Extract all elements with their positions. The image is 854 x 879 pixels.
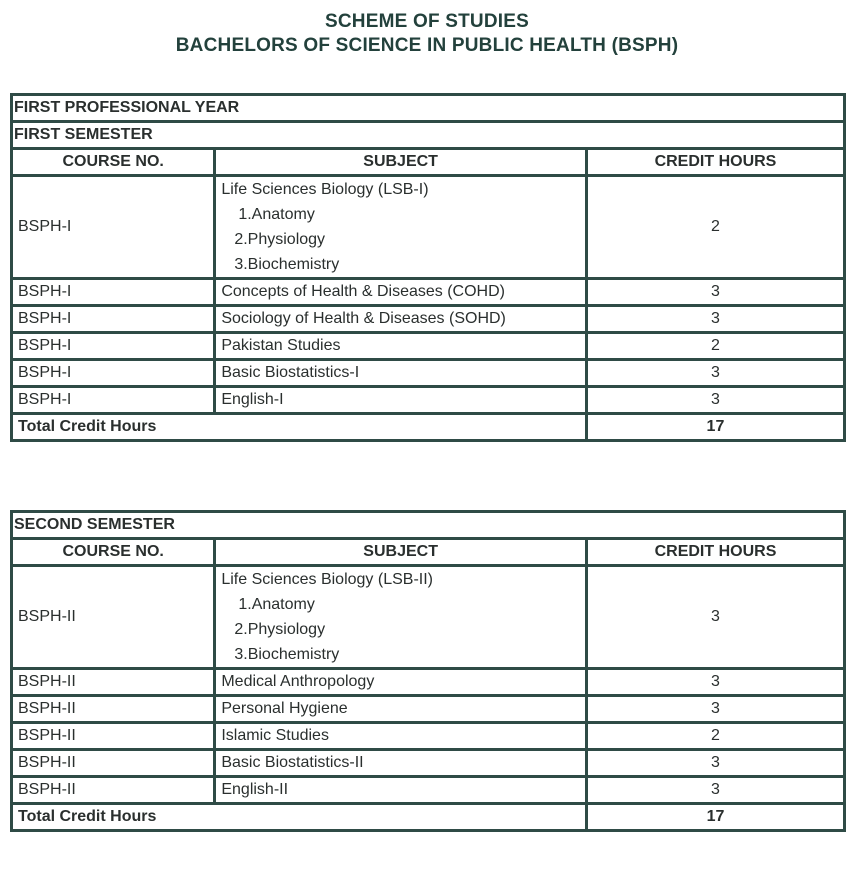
subject-title: Life Sciences Biology (LSB-II) <box>221 571 433 588</box>
column-header-subject: SUBJECT <box>215 539 587 566</box>
column-header-credit: CREDIT HOURS <box>586 539 844 566</box>
column-header-course: COURSE NO. <box>12 149 215 176</box>
subject-subitem: 3.Biochemistry <box>234 646 340 663</box>
credit-cell: 3 <box>586 750 844 777</box>
credit-cell: 3 <box>586 360 844 387</box>
subject-cell: Islamic Studies <box>215 723 587 750</box>
total-label: Total Credit Hours <box>12 804 587 831</box>
credit-cell: 3 <box>586 387 844 414</box>
header-row <box>12 539 845 566</box>
column-header-subject: SUBJECT <box>215 149 587 176</box>
subject-cell: Basic Biostatistics-II <box>215 750 587 777</box>
subject-cell <box>215 566 587 669</box>
year-label: FIRST PROFESSIONAL YEAR <box>12 95 845 122</box>
course-cell: BSPH-II <box>12 777 215 804</box>
subject-cell: Basic Biostatistics-I <box>215 360 587 387</box>
subject-cell: Sociology of Health & Diseases (SOHD) <box>215 306 587 333</box>
credit-cell: 3 <box>586 669 844 696</box>
credit-cell: 3 <box>586 306 844 333</box>
subject-cell: Concepts of Health & Diseases (COHD) <box>215 279 587 306</box>
credit-cell: 3 <box>586 566 844 669</box>
second-semester-table <box>10 510 846 832</box>
title-line-1: SCHEME OF STUDIES <box>325 11 529 32</box>
table-row <box>12 777 845 804</box>
year-row <box>12 95 845 122</box>
table-row <box>12 387 845 414</box>
course-cell: BSPH-I <box>12 306 215 333</box>
subject-subitem: 3.Biochemistry <box>234 256 340 273</box>
credit-cell: 3 <box>586 696 844 723</box>
table-row <box>12 306 845 333</box>
subject-subitem: 2.Physiology <box>234 231 326 248</box>
credit-cell: 2 <box>586 333 844 360</box>
table-row <box>12 176 845 279</box>
course-cell: BSPH-I <box>12 176 215 279</box>
semester-label: FIRST SEMESTER <box>12 122 845 149</box>
column-header-credit: CREDIT HOURS <box>586 149 844 176</box>
credit-cell: 3 <box>586 777 844 804</box>
semester-row <box>12 512 845 539</box>
course-cell: BSPH-I <box>12 360 215 387</box>
page-title <box>0 10 854 58</box>
course-cell: BSPH-II <box>12 750 215 777</box>
subject-subitem: 1.Anatomy <box>238 206 315 223</box>
total-value: 17 <box>586 804 844 831</box>
table-row <box>12 279 845 306</box>
table-row <box>12 566 845 669</box>
table-row <box>12 669 845 696</box>
course-cell: BSPH-I <box>12 333 215 360</box>
table-row <box>12 723 845 750</box>
course-cell: BSPH-I <box>12 387 215 414</box>
title-line-2: BACHELORS OF SCIENCE IN PUBLIC HEALTH (BSPH) <box>175 35 679 56</box>
subject-cell: English-I <box>215 387 587 414</box>
subject-cell: Personal Hygiene <box>215 696 587 723</box>
subject-subitem: 1.Anatomy <box>238 596 315 613</box>
course-cell: BSPH-II <box>12 723 215 750</box>
first-semester-table <box>10 93 846 442</box>
total-row <box>12 414 845 441</box>
total-row <box>12 804 845 831</box>
credit-cell: 2 <box>586 723 844 750</box>
subject-cell: Medical Anthropology <box>215 669 587 696</box>
subject-subitem: 2.Physiology <box>234 621 326 638</box>
subject-title: Life Sciences Biology (LSB-I) <box>221 181 429 198</box>
semester-row <box>12 122 845 149</box>
total-value: 17 <box>586 414 844 441</box>
total-label: Total Credit Hours <box>12 414 587 441</box>
subject-cell: English-II <box>215 777 587 804</box>
course-cell: BSPH-II <box>12 669 215 696</box>
table-row <box>12 333 845 360</box>
table-row <box>12 696 845 723</box>
table-row <box>12 750 845 777</box>
column-header-course: COURSE NO. <box>12 539 215 566</box>
credit-cell: 2 <box>586 176 844 279</box>
credit-cell: 3 <box>586 279 844 306</box>
semester-label: SECOND SEMESTER <box>12 512 845 539</box>
course-cell: BSPH-II <box>12 566 215 669</box>
header-row <box>12 149 845 176</box>
subject-cell <box>215 176 587 279</box>
table-row <box>12 360 845 387</box>
course-cell: BSPH-I <box>12 279 215 306</box>
subject-cell: Pakistan Studies <box>215 333 587 360</box>
course-cell: BSPH-II <box>12 696 215 723</box>
